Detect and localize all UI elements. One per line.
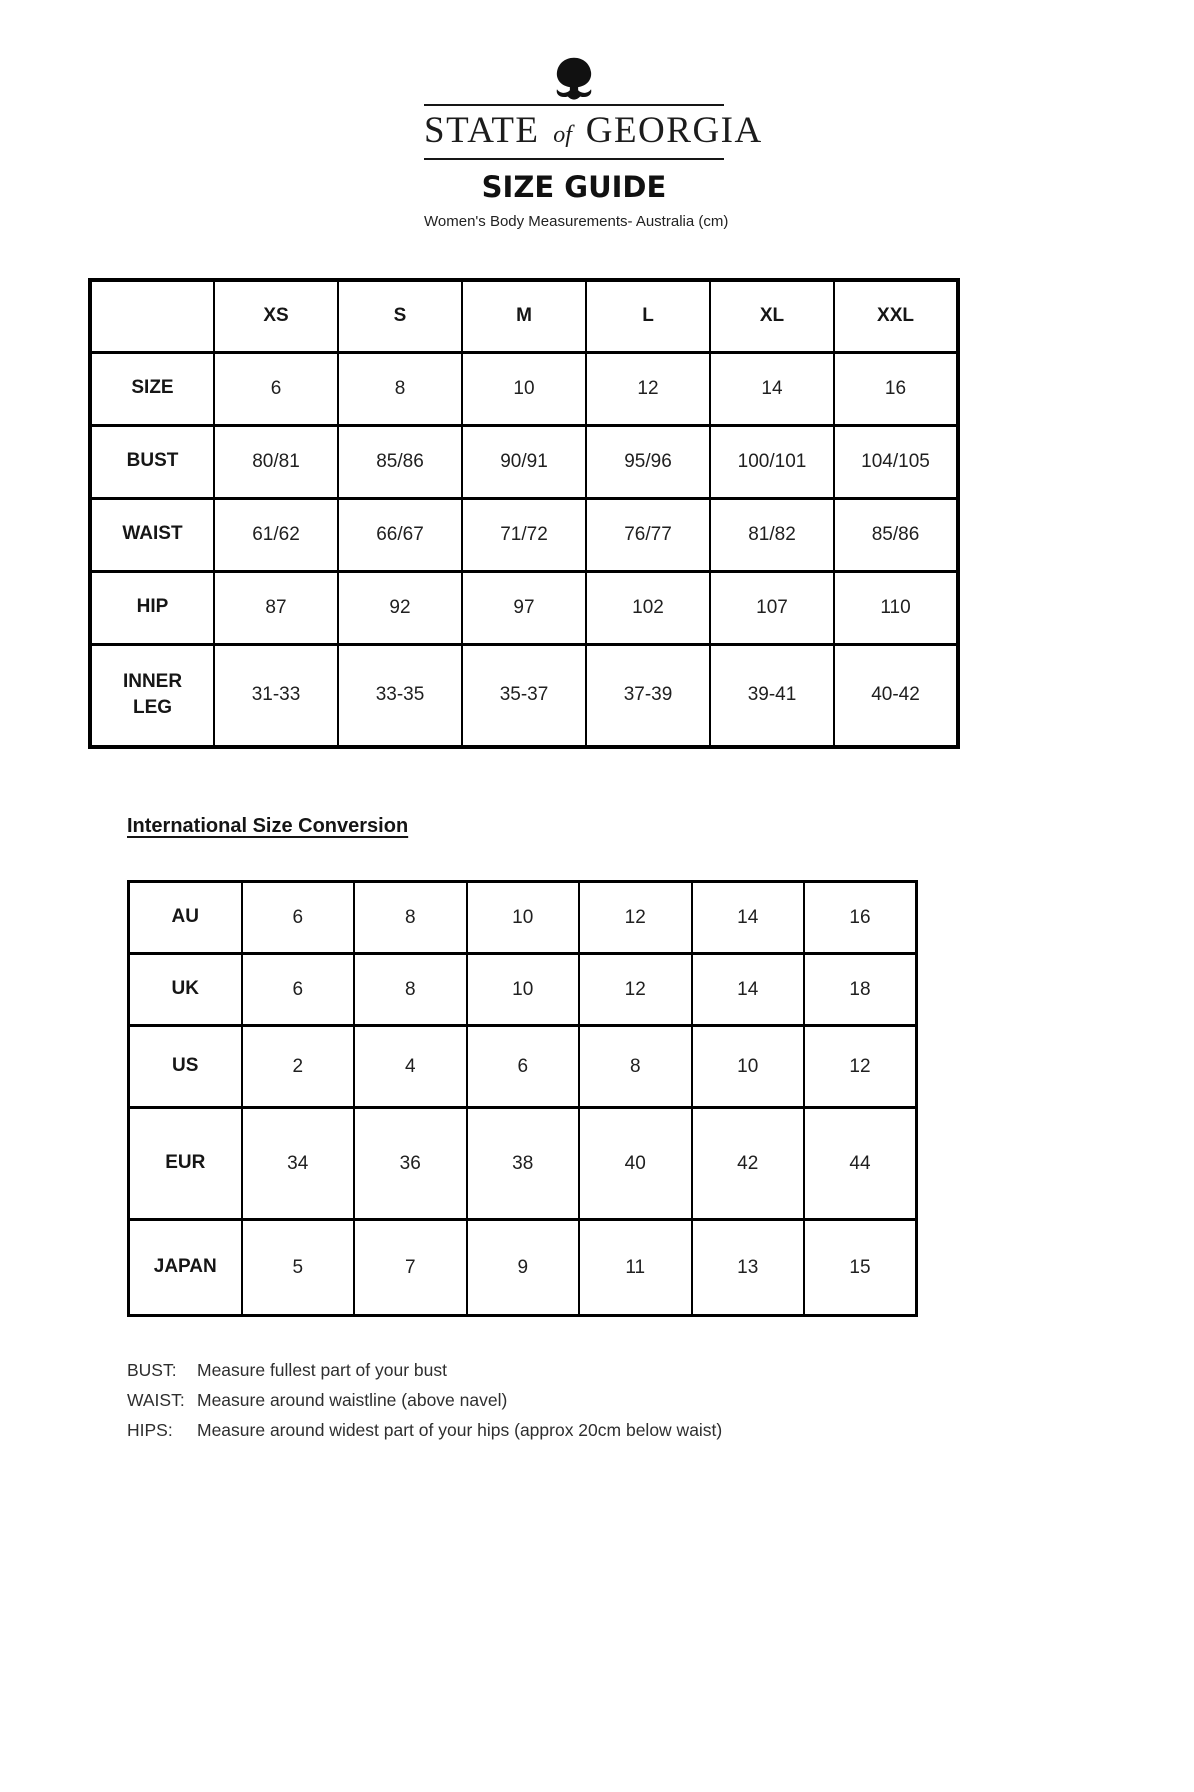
row-waist (90, 498, 958, 571)
cell: 8 (338, 352, 462, 425)
col-header-s: S (338, 280, 462, 352)
col-header-xl: XL (710, 280, 834, 352)
col-header-l: L (586, 280, 710, 352)
cell: 61/62 (214, 498, 338, 571)
row-japan (129, 1220, 917, 1316)
cell: 40-42 (834, 644, 958, 747)
cell: 42 (692, 1108, 805, 1220)
row-label-cell (129, 1108, 242, 1220)
brand-georgia: GEORGIA (585, 110, 763, 151)
col-header-m: M (462, 280, 586, 352)
cell: 8 (354, 882, 467, 954)
cell: 71/72 (462, 498, 586, 571)
row-uk (129, 954, 917, 1026)
row-au (129, 882, 917, 954)
cell: 85/86 (834, 498, 958, 571)
cell: 10 (692, 1026, 805, 1108)
cell: 8 (354, 954, 467, 1026)
row-bust (90, 425, 958, 498)
cell: 6 (242, 954, 355, 1026)
cell: 12 (804, 1026, 917, 1108)
note-bust (127, 1355, 1060, 1385)
cell: 6 (242, 882, 355, 954)
cell: 66/67 (338, 498, 462, 571)
cell: 6 (467, 1026, 580, 1108)
cell: 38 (467, 1108, 580, 1220)
cell: 34 (242, 1108, 355, 1220)
cell: 11 (579, 1220, 692, 1316)
row-label-cell (129, 954, 242, 1026)
note-hips (127, 1415, 1060, 1445)
cell: 36 (354, 1108, 467, 1220)
cell: 76/77 (586, 498, 710, 571)
cell: 35-37 (462, 644, 586, 747)
cell: 85/86 (338, 425, 462, 498)
cell: 10 (462, 352, 586, 425)
row-eur (129, 1108, 917, 1220)
conversion-table (127, 880, 918, 1317)
col-header-xxl: XXL (834, 280, 958, 352)
cell: 40 (579, 1108, 692, 1220)
row-label: AU (171, 906, 199, 928)
note-label: HIPS: (127, 1420, 173, 1440)
corner-cell (90, 280, 214, 352)
note-label: BUST: (127, 1360, 177, 1380)
note-text: Measure around waistline (above navel) (197, 1390, 508, 1410)
brand-header (424, 54, 763, 230)
row-label: BUST (126, 450, 179, 472)
row-label: WAIST (122, 523, 183, 545)
brand-state: STATE (424, 110, 540, 151)
cell: 104/105 (834, 425, 958, 498)
cell: 13 (692, 1220, 805, 1316)
page-subtitle: Women's Body Measurements- Australia (cm) (424, 213, 729, 230)
row-label: US (172, 1055, 199, 1077)
cell: 102 (586, 571, 710, 644)
row-label-cell (90, 498, 214, 571)
cell: 90/91 (462, 425, 586, 498)
row-label-cell (90, 644, 214, 747)
cell: 87 (214, 571, 338, 644)
cell: 44 (804, 1108, 917, 1220)
cell: 10 (467, 954, 580, 1026)
cell: 80/81 (214, 425, 338, 498)
cell: 92 (338, 571, 462, 644)
measurements-header-row (90, 280, 958, 352)
cell: 39-41 (710, 644, 834, 747)
cell: 12 (586, 352, 710, 425)
row-hip (90, 571, 958, 644)
cell: 16 (834, 352, 958, 425)
cell: 2 (242, 1026, 355, 1108)
row-label-cell (90, 352, 214, 425)
col-header-xs: XS (214, 280, 338, 352)
cell: 31-33 (214, 644, 338, 747)
row-label: SIZE (131, 377, 174, 399)
measuring-notes (127, 1355, 1060, 1445)
row-label-cell (129, 1220, 242, 1316)
row-label-cell (90, 571, 214, 644)
tree-icon (424, 54, 724, 115)
row-label: JAPAN (153, 1256, 217, 1278)
note-text: Measure fullest part of your bust (197, 1360, 447, 1380)
cell: 97 (462, 571, 586, 644)
cell: 95/96 (586, 425, 710, 498)
cell: 81/82 (710, 498, 834, 571)
cell: 16 (804, 882, 917, 954)
cell: 14 (692, 882, 805, 954)
cell: 5 (242, 1220, 355, 1316)
cell: 18 (804, 954, 917, 1026)
note-waist (127, 1385, 1060, 1415)
cell: 14 (710, 352, 834, 425)
page-title: SIZE GUIDE (481, 170, 667, 204)
cell: 9 (467, 1220, 580, 1316)
row-us (129, 1026, 917, 1108)
row-inner-leg (90, 644, 958, 747)
row-label: HIP (136, 596, 169, 618)
brand-of: of (553, 122, 572, 148)
cell: 33-35 (338, 644, 462, 747)
cell: 15 (804, 1220, 917, 1316)
cell: 8 (579, 1026, 692, 1108)
conversion-heading: International Size Conversion (127, 815, 409, 837)
cell: 110 (834, 571, 958, 644)
cell: 100/101 (710, 425, 834, 498)
cell: 10 (467, 882, 580, 954)
row-label: EUR (165, 1152, 206, 1174)
cell: 12 (579, 882, 692, 954)
row-label-cell (90, 425, 214, 498)
cell: 4 (354, 1026, 467, 1108)
note-label: WAIST: (127, 1390, 185, 1410)
cell: 6 (214, 352, 338, 425)
cell: 14 (692, 954, 805, 1026)
row-label-cell (129, 882, 242, 954)
measurements-table (88, 278, 960, 749)
cell: 37-39 (586, 644, 710, 747)
row-label: INNER LEG (122, 670, 183, 719)
cell: 107 (710, 571, 834, 644)
row-size (90, 352, 958, 425)
note-text: Measure around widest part of your hips (approx 20cm below waist) (197, 1420, 723, 1440)
logo-rule-bottom (424, 158, 724, 160)
cell: 7 (354, 1220, 467, 1316)
row-label-cell (129, 1026, 242, 1108)
row-label: UK (171, 978, 199, 1000)
cell: 12 (579, 954, 692, 1026)
